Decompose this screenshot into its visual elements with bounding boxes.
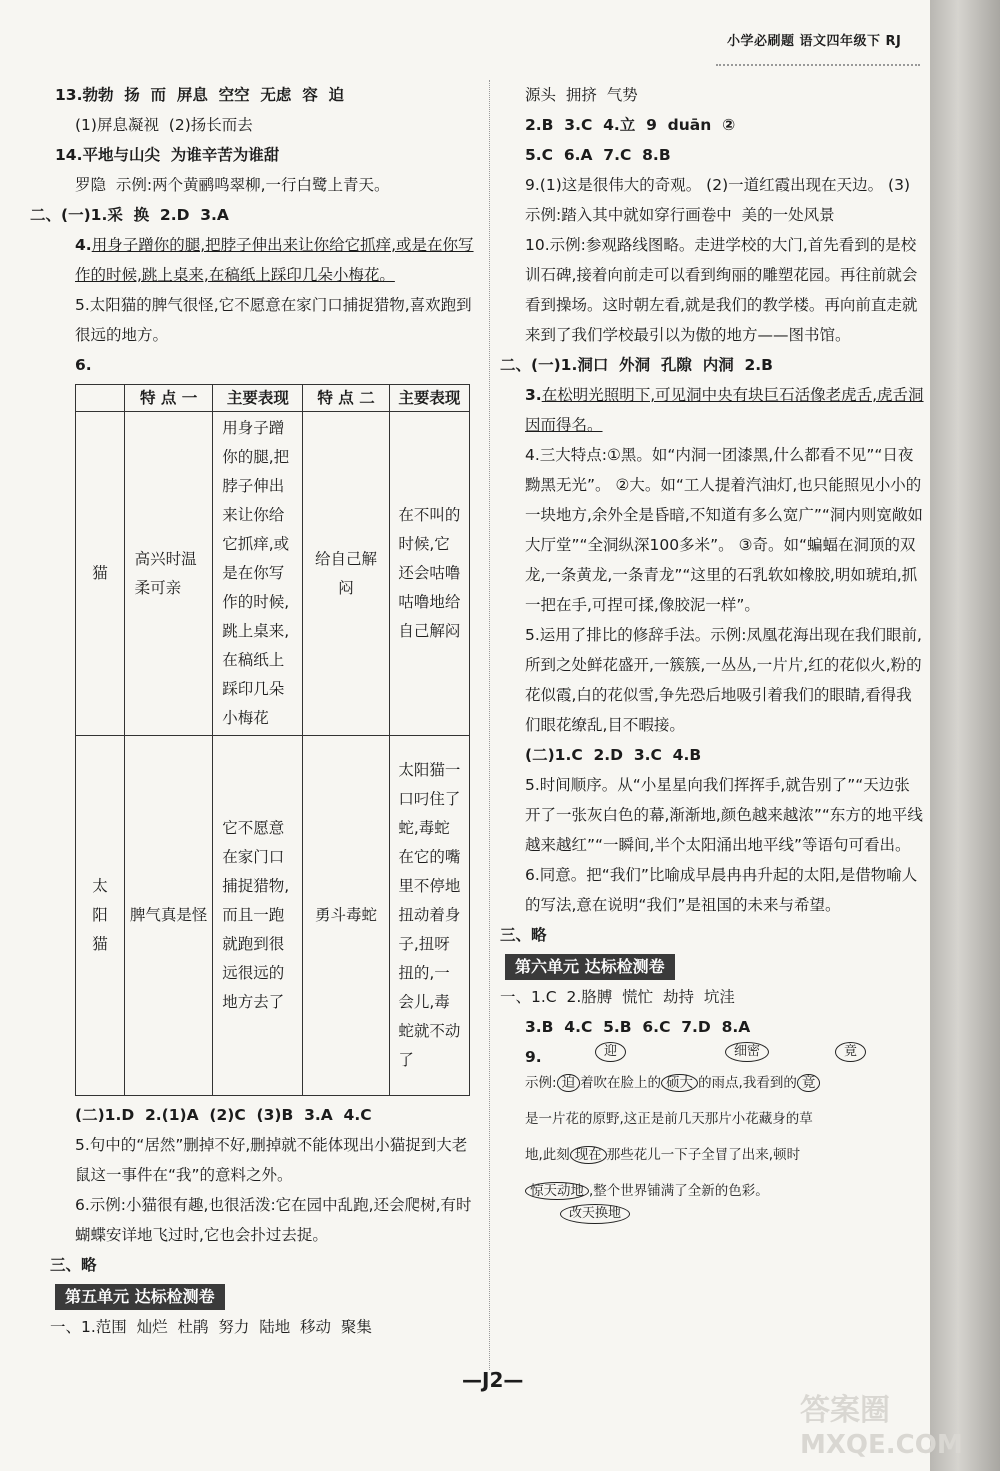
answer-line: 源头 拥挤 气势	[525, 86, 638, 104]
right-column	[500, 80, 925, 1237]
answer-line: 6.	[75, 356, 92, 374]
table-cell: 给自己解闷	[303, 412, 389, 736]
answer-line: (1)屏息凝视 (2)扬长而去	[75, 116, 253, 134]
answer-line: 2.B 3.C 4.立 9 duān ②	[525, 116, 736, 134]
table-row	[76, 412, 470, 736]
answer-line: 3.在松明光照明下,可见洞中央有块巨石活像老虎舌,虎舌洞因而得名。	[525, 386, 924, 434]
table-cell: 勇斗毒蛇	[303, 736, 389, 1096]
correction-bubble: 改天换地	[560, 1204, 630, 1224]
answer-line: 14.平地与山尖 为谁辛苦为谁甜	[55, 146, 280, 164]
table-header-cell: 特 点 二	[303, 385, 389, 412]
table-cell: 高兴时温柔可亲	[125, 412, 213, 736]
left-column	[30, 80, 475, 1342]
question-number: 9.	[525, 1048, 542, 1066]
answer-line: 二、(一)1.洞口 外洞 孔隙 内洞 2.B	[500, 356, 773, 374]
exercise-sentence: 地,此刻 现在 那些花儿一下子全冒了出来,顿时	[525, 1147, 801, 1163]
table-header-cell: 主要表现	[389, 385, 469, 412]
table-cell: 脾气真是怪	[125, 736, 213, 1096]
side-strip	[930, 0, 1000, 1471]
table-header-row	[76, 385, 470, 412]
table-header-cell: 主要表现	[213, 385, 303, 412]
answer-line: 罗隐 示例:两个黄鹂鸣翠柳,一行白鹭上青天。	[75, 176, 390, 194]
correction-bubble: 细密	[725, 1042, 769, 1062]
exercise-sentence: 示例: 迫 着吹在脸上的 硕大 的雨点,我看到的 竟	[525, 1068, 820, 1098]
answer-line: 6.示例:小猫很有趣,也很活泼:它在园中乱跑,还会爬树,有时蝴蝶安详地飞过时,它也会扑过去捉。	[75, 1196, 472, 1244]
table-cell: 猫	[76, 412, 125, 736]
answer-line: 5.时间顺序。从“小星星向我们挥挥手,就告别了”“天边张开了一张灰白色的幕,渐渐地,颜色越来越浓”“东方的地平线越来越红”“一瞬间,半个太阳涌出地平线”等语句可看出。	[525, 776, 923, 854]
answer-line: 3.B 4.C 5.B 6.C 7.D 8.A	[525, 1018, 751, 1036]
answer-line: 9.(1)这是很伟大的奇观。 (2)一道红霞出现在天边。 (3)示例:踏入其中就如穿行画卷中 美的一处风景	[525, 176, 911, 224]
answer-line: (二)1.C 2.D 3.C 4.B	[525, 746, 702, 764]
table-cell: 太阳猫	[76, 736, 125, 1096]
table-cell: 用身子蹭你的腿,把脖子伸出来让你给它抓痒,或是在你写作的时候,跳上桌来,在稿纸上踩印几朵小梅花	[213, 412, 303, 736]
page-header: 小学必刷题 语文四年级下 RJ	[727, 34, 902, 49]
answer-line: 4.用身子蹭你的腿,把脖子伸出来让你给它抓痒,或是在你写作的时候,跳上桌来,在稿纸上踩印几朵小梅花。	[75, 236, 474, 284]
answer-line: 4.三大特点:①黑。如“内洞一团漆黑,什么都看不见”“日夜黝黑无光”。 ②大。如“工人提着汽油灯,也只能照见小小的一块地方,余外全是昏暗,不知道有多么宽广”“洞内则宽敞如大厅堂”“全洞纵深100多米”。 ③奇。如“蝙蝠在洞顶的双龙,一条黄龙,一条青龙”“这里的石乳软如橡胶,明如琥珀,抓一把在手,可捏可揉,像胶泥一样”。	[525, 446, 923, 614]
table-cell: 它不愿意在家门口捕捉猎物,而且一跑就跑到很远很远的地方去了	[213, 736, 303, 1096]
table-cell: 在不叫的时候,它还会咕噜咕噜地给自己解闷	[389, 412, 469, 736]
answer-line: 三、略	[500, 926, 547, 944]
table-header-cell	[76, 385, 125, 412]
comparison-table	[75, 384, 470, 1096]
answer-line: (二)1.D 2.(1)A (2)C (3)B 3.A 4.C	[75, 1106, 372, 1124]
table-cell: 太阳猫一口叼住了蛇,毒蛇在它的嘴里不停地扭动着身子,扭呀扭的,一会儿,毒蛇就不动了	[389, 736, 469, 1096]
answer-line: 6.同意。把“我们”比喻成早晨冉冉升起的太阳,是借物喻人的写法,意在说明“我们”是祖国的未来与希望。	[525, 866, 918, 914]
answer-line: 5.C 6.A 7.C 8.B	[525, 146, 671, 164]
section-banner: 第六单元 达标检测卷	[505, 954, 675, 980]
section-banner: 第五单元 达标检测卷	[55, 1284, 225, 1310]
answer-line: 一、1.范围 灿烂 杜鹃 努力 陆地 移动 聚集	[50, 1318, 372, 1336]
header-divider	[716, 64, 920, 66]
answer-line: 10.示例:参观路线图略。走进学校的大门,首先看到的是校训石碑,接着向前走可以看到绚丽的雕塑花园。再往前就会看到操场。这时朝左看,就是我们的教学楼。再向前直走就来到了我们学校最引以为傲的地方——图书馆。	[525, 236, 918, 344]
answer-line: 一、1.C 2.胳膊 慌忙 劫持 坑洼	[500, 988, 735, 1006]
answer-line: 二、(一)1.采 换 2.D 3.A	[30, 206, 229, 224]
table-header-cell: 特 点 一	[125, 385, 213, 412]
correction-bubble: 竟	[835, 1042, 866, 1062]
answer-line: 三、略	[50, 1256, 97, 1274]
correction-exercise	[505, 1042, 925, 1237]
page-number: —J2—	[462, 1368, 524, 1392]
watermark: 答案圈	[800, 1393, 890, 1428]
answer-line: 5.运用了排比的修辞手法。示例:凤凰花海出现在我们眼前,所到之处鲜花盛开,一簇簇,一丛丛,一片片,红的花似火,粉的花似霞,白的花似雪,争先恐后地吸引着我们的眼睛,看得我们眼花缭乱,目不暇接。	[525, 626, 922, 734]
exercise-sentence: 惊天动地 ,整个世界铺满了全新的色彩。	[525, 1176, 769, 1206]
column-divider	[489, 80, 490, 1370]
answer-line: 5.太阳猫的脾气很怪,它不愿意在家门口捕捉猎物,喜欢跑到很远的地方。	[75, 296, 472, 344]
watermark: MXQE.COM	[800, 1430, 963, 1460]
answer-line: 13.勃勃 扬 而 屏息 空空 无虑 容 迫	[55, 86, 345, 104]
correction-bubble: 迎	[595, 1042, 626, 1062]
exercise-sentence: 是一片花的原野,这正是前几天那片小花藏身的草	[525, 1111, 813, 1127]
answer-line: 5.句中的“居然”删掉不好,删掉就不能体现出小猫捉到大老鼠这一事件在“我”的意料之外。	[75, 1136, 468, 1184]
table-row	[76, 736, 470, 1096]
